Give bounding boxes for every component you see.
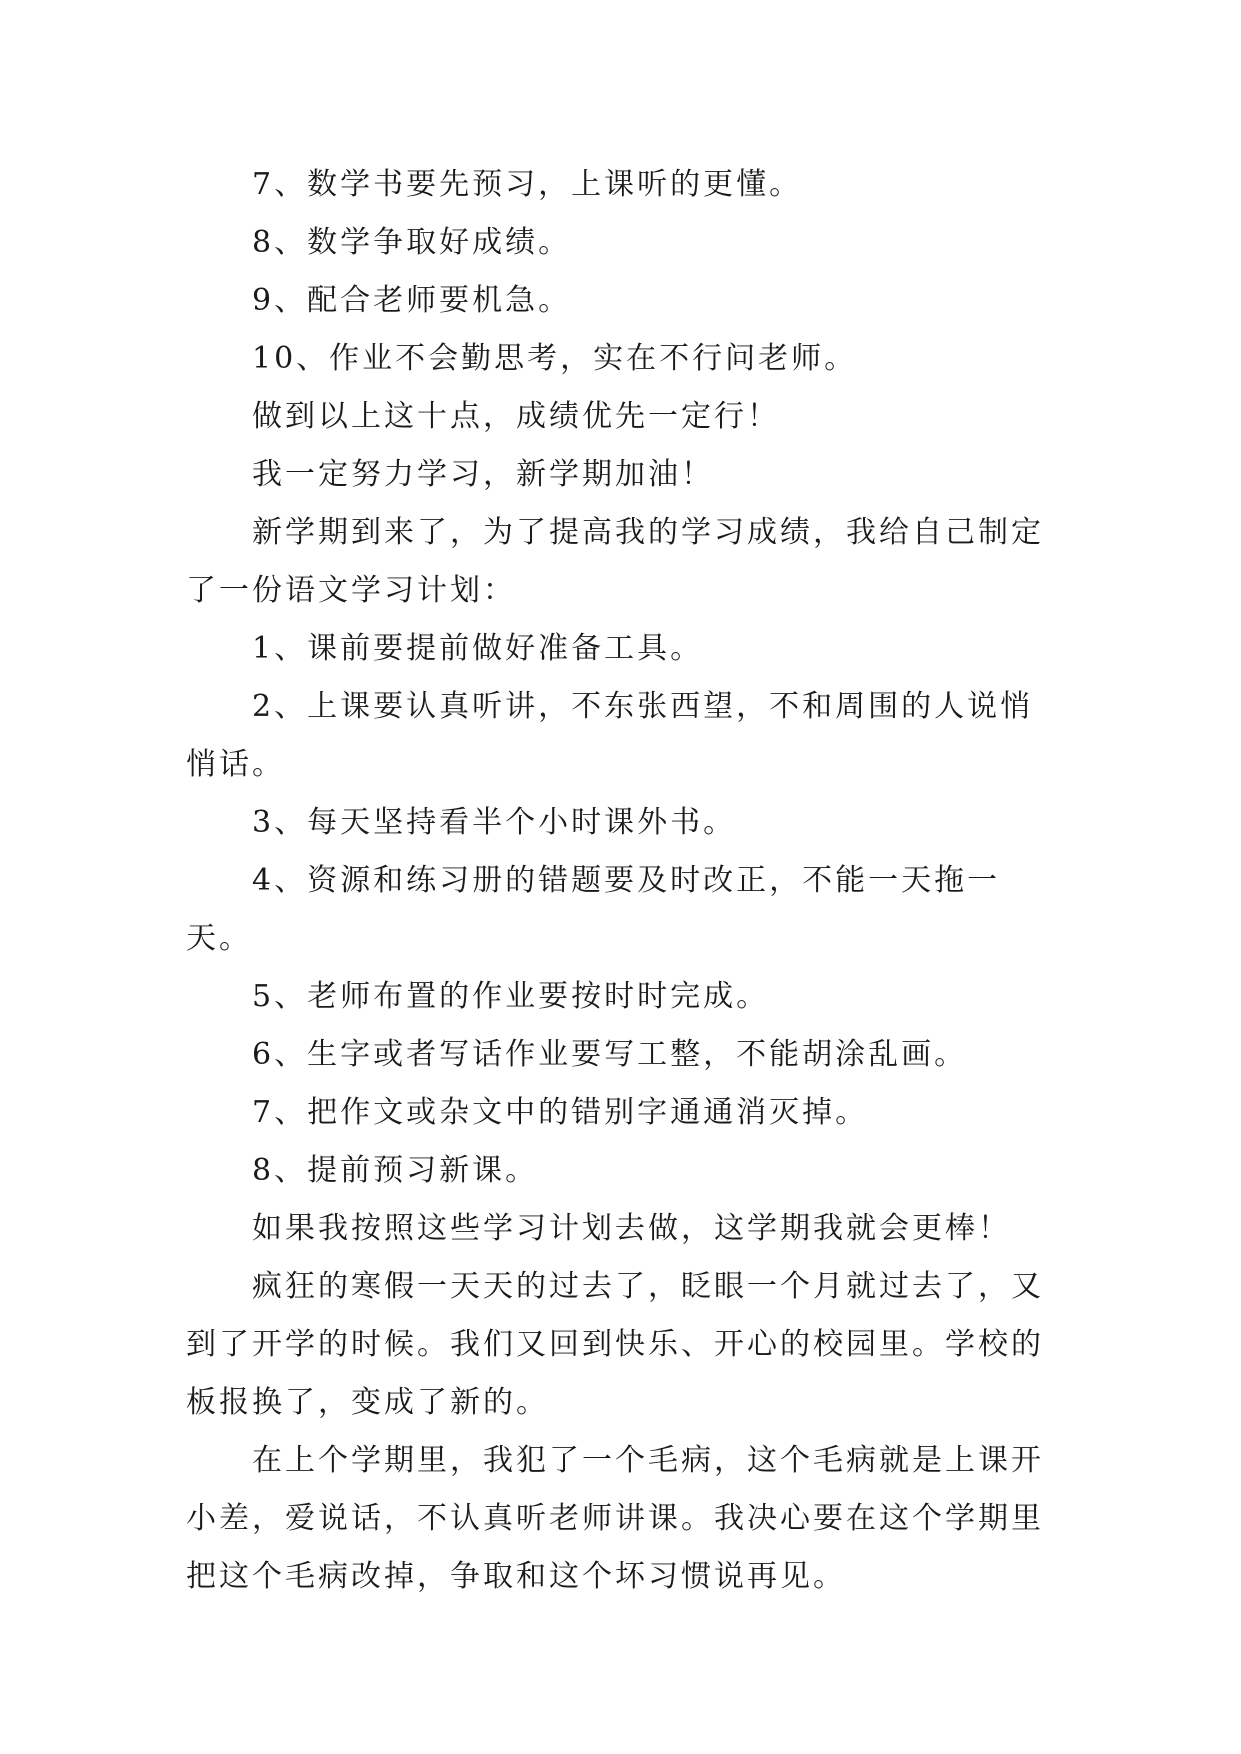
paragraph: 10、作业不会勤思考，实在不行问老师。 (252, 341, 858, 376)
paragraph: 疯狂的寒假一天天的过去了，眨眼一个月就过去了，又到了开学的时候。我们又回到快乐、开心的校园里。学校的板报换了，变成了新的。 (186, 1269, 1044, 1420)
paragraph: 我一定努力学习，新学期加油！ (252, 457, 714, 492)
paragraph: 4、资源和练习册的错题要及时改正，不能一天拖一天。 (186, 863, 1001, 956)
paragraph: 新学期到来了，为了提高我的学习成绩，我给自己制定了一份语文学习计划： (186, 515, 1044, 608)
paragraph: 如果我按照这些学习计划去做，这学期我就会更棒！ (252, 1211, 1011, 1246)
paragraph: 3、每天坚持看半个小时课外书。 (252, 805, 737, 840)
paragraph: 6、生字或者写话作业要写工整，不能胡涂乱画。 (252, 1037, 968, 1072)
paragraph: 9、配合老师要机急。 (252, 283, 572, 318)
paragraph: 8、提前预习新课。 (252, 1153, 539, 1188)
paragraph: 1、课前要提前做好准备工具。 (252, 631, 704, 666)
paragraph: 在上个学期里，我犯了一个毛病，这个毛病就是上课开小差，爱说话，不认真听老师讲课。我决心要在这个学期里把这个毛病改掉，争取和这个坏习惯说再见。 (186, 1443, 1044, 1594)
document-body (186, 156, 1056, 1606)
paragraph: 7、数学书要先预习，上课听的更懂。 (252, 167, 803, 202)
paragraph: 7、把作文或杂文中的错别字通通消灭掉。 (252, 1095, 869, 1130)
paragraph: 8、数学争取好成绩。 (252, 225, 572, 260)
paragraph: 2、上课要认真听讲，不东张西望，不和周围的人说悄悄话。 (186, 689, 1034, 782)
paragraph: 5、老师布置的作业要按时时完成。 (252, 979, 770, 1014)
paragraph: 做到以上这十点，成绩优先一定行！ (252, 399, 780, 434)
